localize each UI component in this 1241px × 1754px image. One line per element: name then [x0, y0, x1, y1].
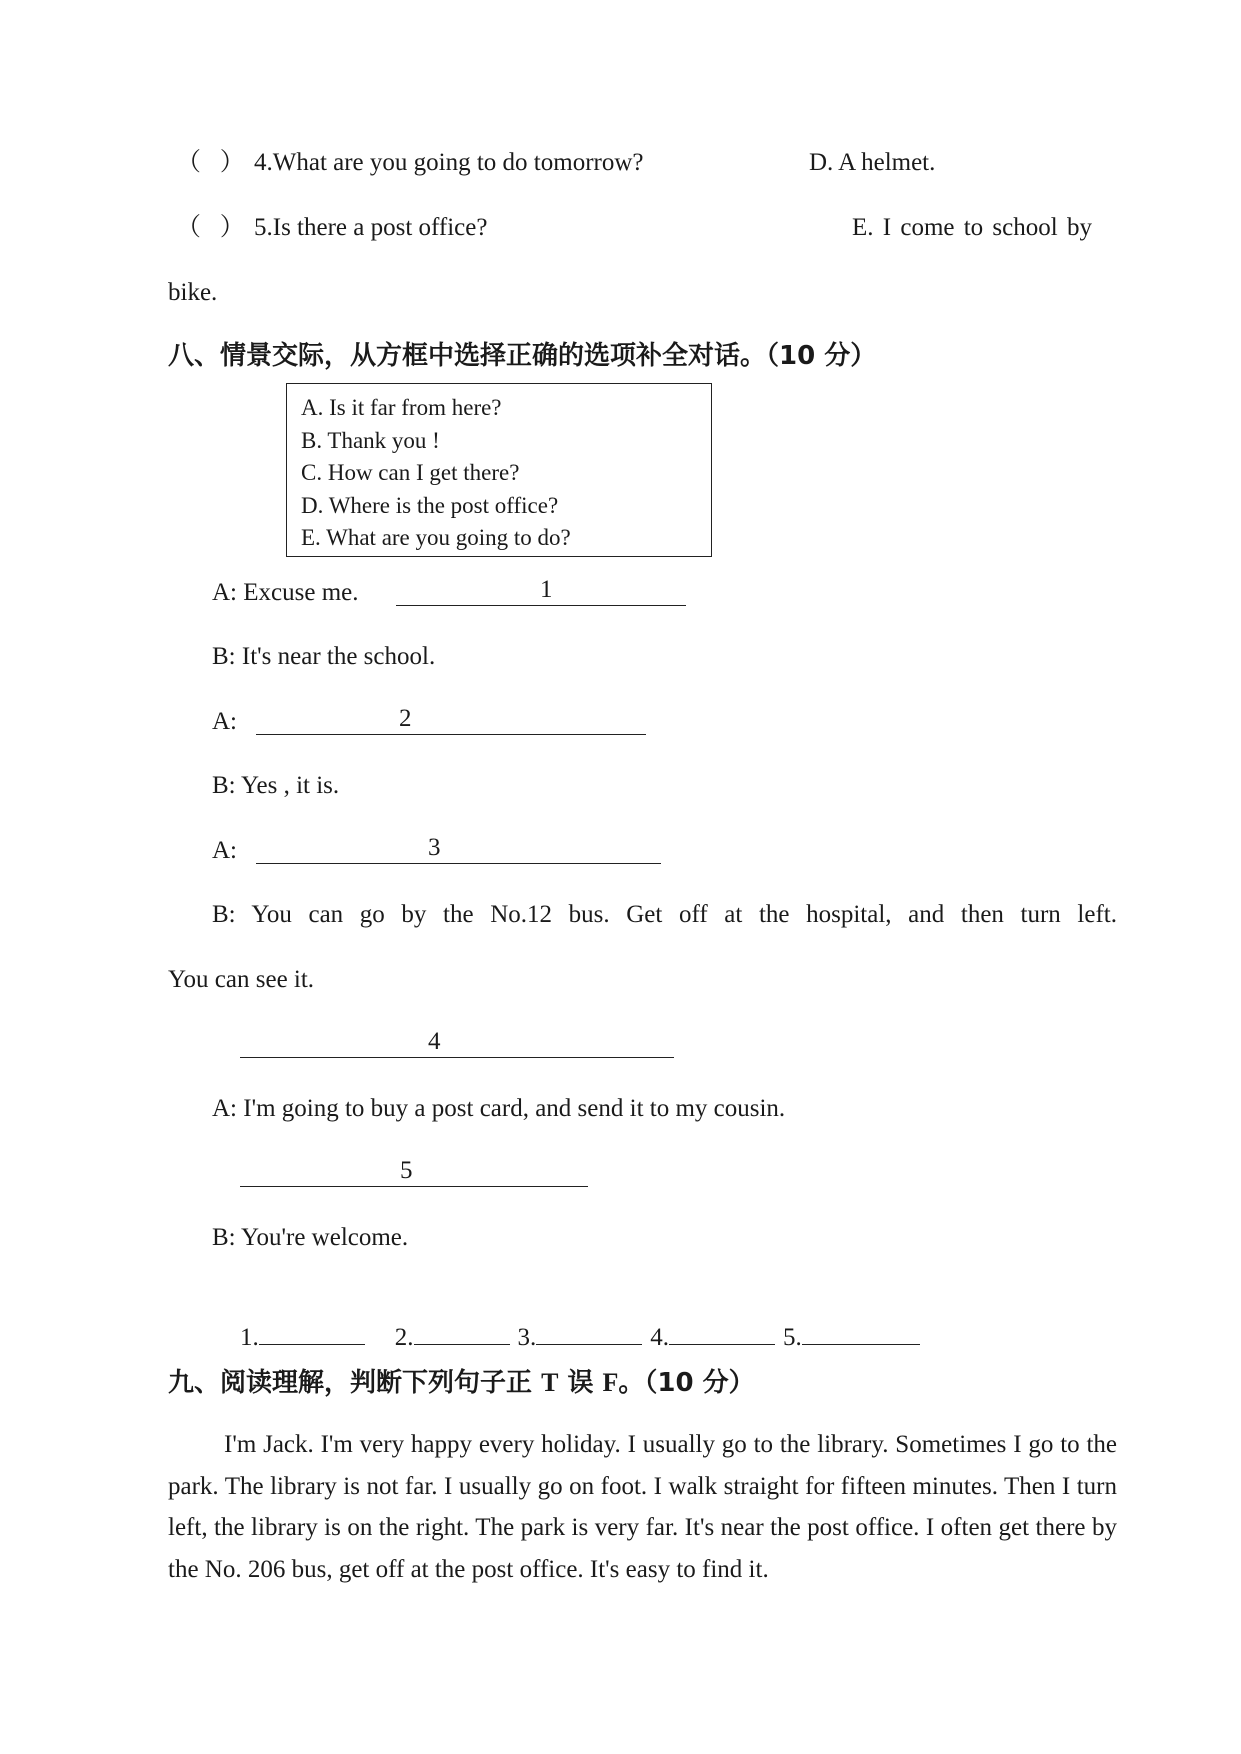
- blank-3[interactable]: 3: [256, 835, 661, 864]
- dialogue-line-6: B: You can go by the No.12 bus. Get off at the hospital, and then turn left.: [212, 901, 1117, 928]
- dialogue-line-7: A: I'm going to buy a post card, and send it to my cousin.: [212, 1095, 786, 1122]
- blank-2[interactable]: 2: [256, 706, 646, 735]
- answer-paren-5[interactable]: （ ）: [176, 214, 245, 241]
- option-c: C. How can I get there?: [301, 460, 520, 485]
- section-9-heading: 九、阅读理解，判断下列句子正 T 误 F。（10 分）: [168, 1368, 755, 1398]
- question-4-text: 4.What are you going to do tomorrow?: [254, 149, 644, 176]
- answer-5[interactable]: 5.: [783, 1320, 920, 1353]
- answer-3[interactable]: 3.: [518, 1320, 643, 1353]
- option-e-bike: E. I come to school by: [852, 214, 1092, 241]
- section-8-heading: 八、情景交际，从方框中选择正确的选项补全对话。（10 分）: [168, 341, 877, 371]
- option-d: D. Where is the post office?: [301, 492, 559, 518]
- blank-1[interactable]: 1: [396, 577, 686, 606]
- option-e-bike-cont: bike.: [168, 279, 218, 306]
- dialogue-line-2: B: It's near the school.: [212, 643, 436, 670]
- option-e: E. What are you going to do?: [301, 525, 571, 550]
- dialogue-line-1: A: Excuse me.: [212, 579, 359, 606]
- options-box: [286, 383, 712, 557]
- dialogue-line-6-cont: You can see it.: [168, 966, 315, 993]
- question-5-text: 5.Is there a post office?: [254, 214, 488, 241]
- blank-4[interactable]: 4: [240, 1029, 674, 1058]
- answer-4[interactable]: 4.: [650, 1320, 775, 1353]
- question-4: [176, 148, 644, 178]
- answer-2[interactable]: 2.: [395, 1320, 510, 1353]
- blank-5[interactable]: 5: [240, 1158, 588, 1187]
- reading-passage: I'm Jack. I'm very happy every holiday. I usually go to the library. Sometimes I go to the park. The library is not far. I usually go on foot. I walk straight for fifteen minutes. Then I turn left, the library is on the right. The park is very far. It's near the post office. I often get there by the No. 206 bus, get off at the post office. It's easy to find it.: [168, 1431, 1117, 1583]
- dialogue-line-4: B: Yes , it is.: [212, 772, 340, 799]
- answer-paren-4[interactable]: （ ）: [176, 149, 245, 176]
- option-a: A. Is it far from here?: [301, 395, 502, 420]
- dialogue-line-5: A:: [212, 837, 237, 864]
- answer-1[interactable]: 1.: [240, 1320, 365, 1353]
- option-d-helmet: D. A helmet.: [809, 149, 936, 176]
- dialogue-line-8: B: You're welcome.: [212, 1224, 409, 1251]
- answer-row: [240, 1320, 920, 1353]
- option-b: B. Thank you !: [301, 427, 440, 453]
- dialogue-line-3: A:: [212, 708, 237, 735]
- question-5: [176, 213, 487, 243]
